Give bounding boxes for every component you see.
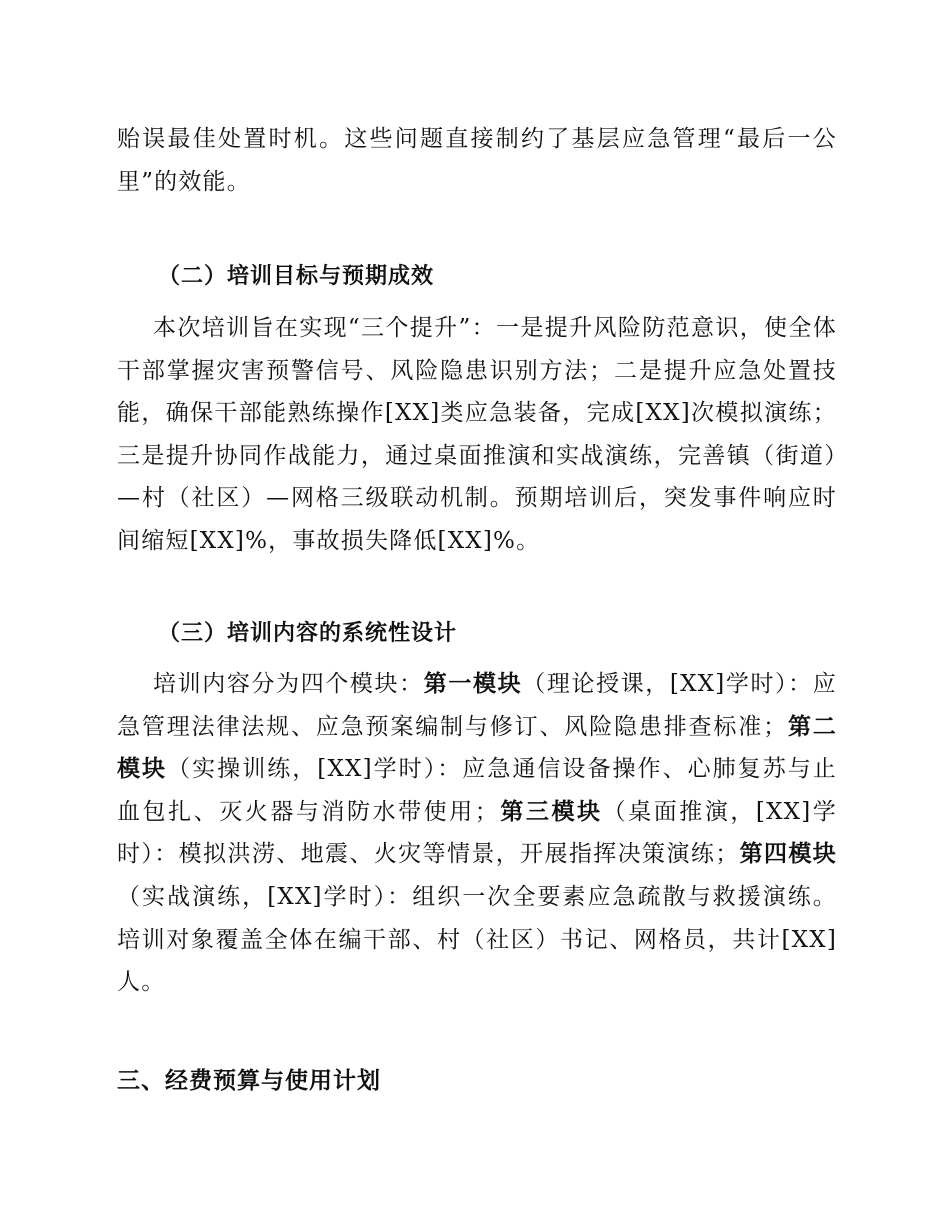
section-3-heading: （三）培训内容的系统性设计 [158,621,458,646]
module-2-title: 第二模块 [117,713,837,783]
module-1-title: 第一模块 [423,671,523,697]
section-2-heading: （二）培训目标与预期成效 [158,264,435,289]
section-3-intro: 培训内容分为四个模块： [153,671,424,697]
chapter-3-heading: 三、经费预算与使用计划 [117,1068,381,1094]
section-2-paragraph: 本次培训旨在实现“三个提升”：一是提升风险防范意识，使全体干部掌握灾害预警信号、风险隐患识别方法；二是提升应急处置技能，确保干部能熟练操作[XX]类应急装备，完成[XX]次模拟演练；三是提升协同作战能力，通过桌面推演和实战演练，完善镇（街道）—村（社区）—网格三级联动机制。预期培训后，突发事件响应时间缩短[XX]%，事故损失降低[XX]%。 [117,315,837,554]
section-3-paragraph [117,663,837,1004]
module-4-title: 第四模块 [739,841,837,868]
module-2-text: （实操训练，[XX]学时）：应急通信设备操作、心肺复苏与止血包扎、灭火器与消防水带使用； [117,756,837,825]
continuation-paragraph: 贻误最佳处置时机。这些问题直接制约了基层应急管理“最后一公里”的效能。 [117,126,837,195]
module-3-text: （桌面推演，[XX]学时）：模拟洪涝、地震、火灾等情景，开展指挥决策演练； [117,798,837,868]
module-1-text: （理论授课，[XX]学时）：应急管理法律法规、应急预案编制与修订、风险隐患排查标准； [117,671,837,740]
module-3-title: 第三模块 [499,798,603,825]
module-4-text: （实战演练，[XX]学时）：组织一次全要素应急疏散与救援演练。培训对象覆盖全体在编干部、村（社区）书记、网格员，共计[XX]人。 [117,883,837,996]
